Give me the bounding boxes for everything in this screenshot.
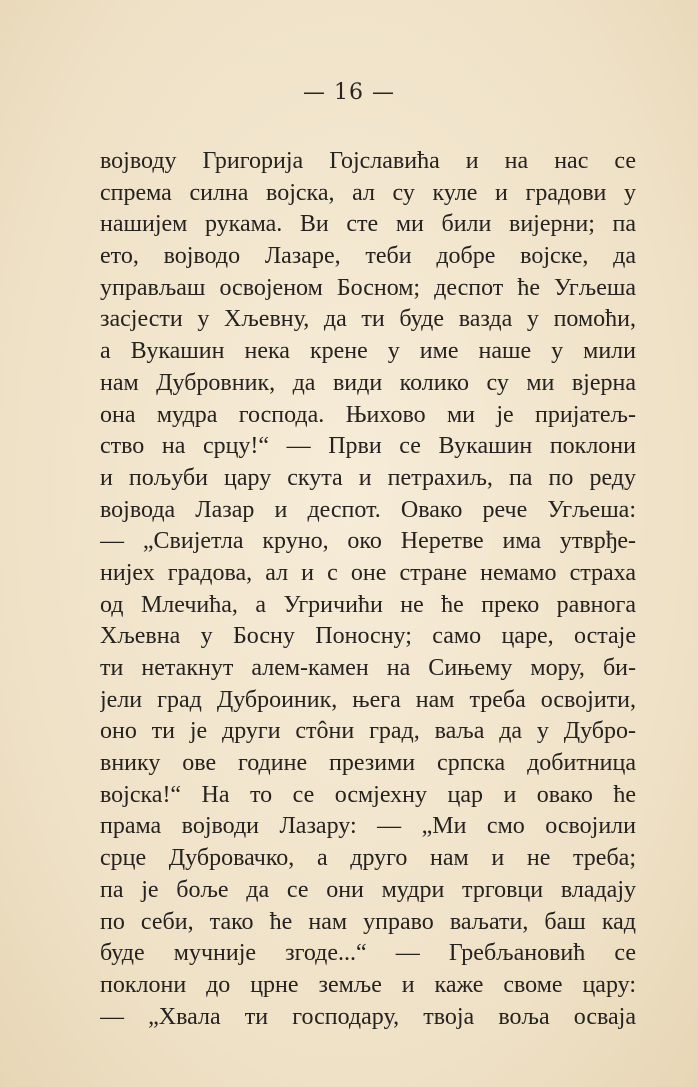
text-line: — „Свијетла круно, око Неретве има утврђе-: [100, 528, 636, 555]
text-line: а Вукашин нека крене у име наше у мили: [100, 338, 636, 365]
text-line: нашијем рукама. Ви сте ми били вијерни; па: [100, 211, 636, 238]
text-line: ство на срцу!“ — Први се Вукашин поклони: [100, 433, 636, 460]
text-line: јели град Дуброиник, њега нам треба освојити,: [100, 686, 636, 713]
text-line: ето, војводо Лазаре, теби добре војске, да: [100, 243, 636, 270]
text-line: и пољуби цару скута и петрахиљ, па по реду: [100, 464, 636, 491]
text-line: — „Хвала ти господару, твоја воља осваја: [100, 1003, 636, 1030]
text-line: внику ове године презими српска добитница: [100, 750, 636, 777]
text-line: прама војводи Лазару: — „Ми смо освојили: [100, 813, 636, 840]
text-line: засјести у Хљевну, да ти буде вазда у помоћи,: [100, 306, 636, 333]
text-line: војска!“ На то се осмјехну цар и овако ће: [100, 781, 636, 808]
body-text: [100, 146, 636, 1033]
page-number: — 16 —: [303, 80, 395, 105]
text-line: поклони до црне земље и каже своме цару:: [100, 971, 636, 998]
text-line: оно ти је други стôни град, ваља да у Дубро-: [100, 718, 636, 745]
text-line: спрема силна војска, ал су куле и градови у: [100, 179, 636, 206]
text-line: управљаш освојеном Босном; деспот ће Угљеша: [100, 274, 636, 301]
text-line: нам Дубровник, да види колико су ми вјерна: [100, 369, 636, 396]
text-line: нијех градова, ал и с оне стране немамо страха: [100, 559, 636, 586]
text-line: буде мучније згоде...“ — Гребљановић се: [100, 940, 636, 967]
text-line: она мудра господа. Њихово ми је пријатељ-: [100, 401, 636, 428]
text-line: па је боље да се они мудри трговци владају: [100, 876, 636, 903]
text-line: војвода Лазар и деспот. Овако рече Угљеша:: [100, 496, 636, 523]
text-line: Хљевна у Босну Поносну; само царе, остаје: [100, 623, 636, 650]
text-line: војводу Григорија Гојславића и на нас се: [100, 148, 636, 174]
text-line: по себи, тако ће нам управо ваљати, баш кад: [100, 908, 636, 935]
text-line: срце Дубровачко, а друго нам и не треба;: [100, 845, 636, 872]
text-line: од Млечића, а Угричићи не ће преко равнога: [100, 591, 636, 618]
text-line: ти нетакнут алем-камен на Сињему мору, би-: [100, 655, 636, 681]
